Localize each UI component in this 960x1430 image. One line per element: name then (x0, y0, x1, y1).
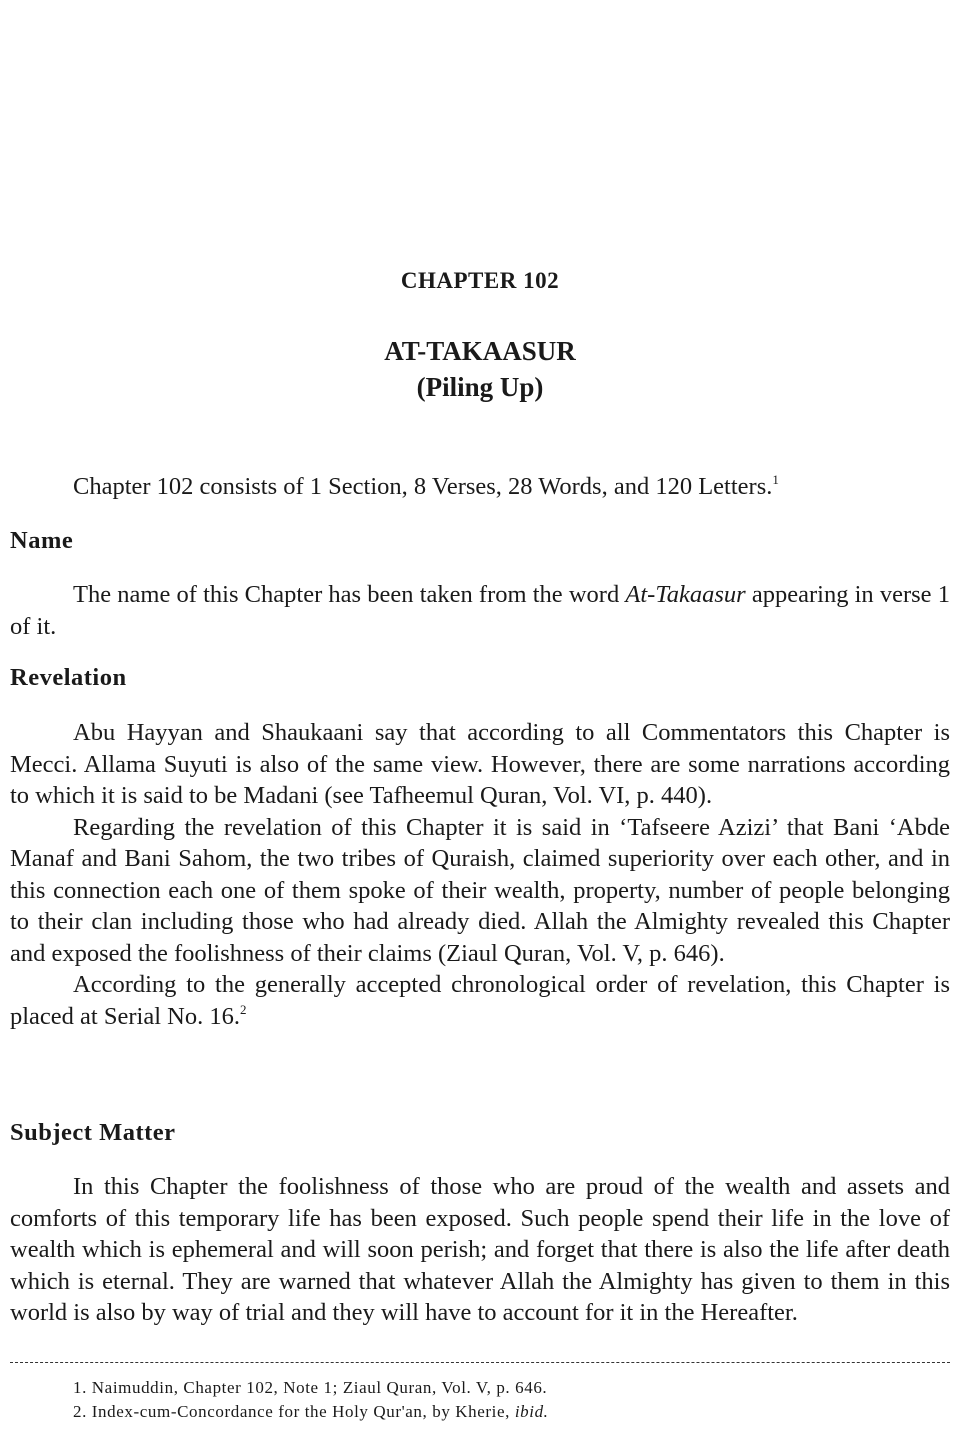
footnote-divider (10, 1362, 950, 1363)
intro-text: Chapter 102 consists of 1 Section, 8 Verses, 28 Words, and 120 Letters. (73, 473, 773, 500)
name-text-italic: At-Takaasur (625, 581, 746, 608)
footnote-1: 1. Naimuddin, Chapter 102, Note 1; Ziaul Quran, Vol. V, p. 646. (73, 1378, 548, 1397)
footnote-2-text: 2. Index-cum-Concordance for the Holy Qur'an, by Kherie, (73, 1402, 515, 1421)
subject-p1: In this Chapter the foolishness of those who are proud of the wealth and assets and comforts of this temporary life has been exposed. Such people spend their life in the love of wealth which is ephemeral and will soon perish; and forget that there is also the life after death which is eternal. They are warned that whatever Allah the Almighty has given to them in this world is also by way of trial and they will have to account for it in the Hereafter. (10, 1173, 950, 1326)
revelation-paragraphs (10, 717, 950, 1032)
chapter-title: AT-TAKAASUR (384, 336, 576, 366)
section-heading-name: Name (10, 527, 74, 554)
footnote-2 (73, 1400, 549, 1424)
footnote-2-italic: ibid. (514, 1402, 549, 1421)
footnote-ref-1: 1 (772, 472, 779, 487)
revelation-p2: Regarding the revelation of this Chapter it is said in ‘Tafseere Azizi’ that Bani ‘Abde Manaf and Bani Sahom, the two tribes of Quraish, claimed superiority over each other, and in this connection each one of them spoke of their wealth, property, number of people belonging to their clan including those who had already died. Allah the Almighty revealed this Chapter and exposed the foolishness of their claims (Ziaul Quran, Vol. V, p. 646). (10, 813, 950, 967)
footnotes (73, 1376, 549, 1424)
revelation-p1: Abu Hayyan and Shaukaani say that according to all Commentators this Chapter is Mecci. Allama Suyuti is also of the same view. However, there are some narrations according to which it is said to be Madani (see Tafheemul Quran, Vol. VI, p. 440). (10, 719, 950, 809)
chapter-label: CHAPTER 102 (400, 268, 560, 293)
footnote-ref-2: 2 (239, 1001, 247, 1017)
section-heading-revelation: Revelation (10, 664, 127, 691)
name-text-after: appearing in verse 1 of it. (10, 581, 950, 640)
name-paragraph (10, 579, 950, 642)
intro-paragraph (10, 471, 950, 503)
chapter-title-block (0, 333, 960, 405)
section-heading-subject-matter: Subject Matter (10, 1119, 176, 1146)
subject-paragraph (10, 1171, 950, 1329)
revelation-p3: According to the generally accepted chronological order of revelation, this Chapter is placed at Serial No. 16. (10, 971, 950, 1030)
name-text-before: The name of this Chapter has been taken from the word (73, 581, 626, 608)
chapter-subtitle: (Piling Up) (416, 372, 544, 402)
